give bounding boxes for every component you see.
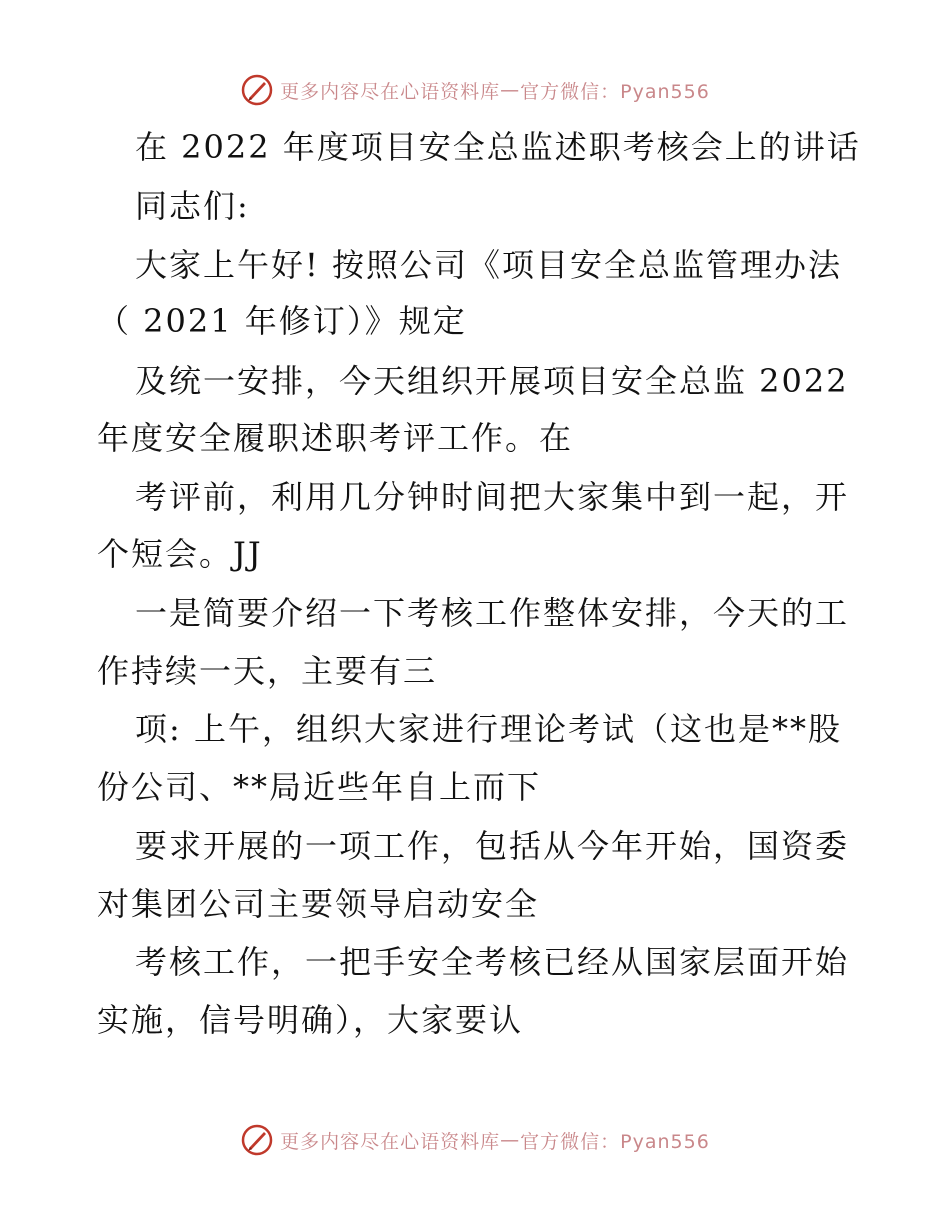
watermark-dash: — bbox=[500, 1129, 521, 1151]
paragraph-line: 一是简要介绍一下考核工作整体安排，今天的工 bbox=[135, 594, 850, 632]
paragraph-line: 要求开展的一项工作，包括从今年开始，国资委 bbox=[135, 827, 850, 865]
paragraph-line: 个短会。JJ bbox=[97, 535, 263, 573]
quill-logo-icon bbox=[240, 1123, 274, 1157]
paragraph-line: （ 2021 年修订）》规定 bbox=[97, 302, 467, 340]
document-title: 在 2022 年度项目安全总监述职考核会上的讲话 bbox=[135, 128, 861, 166]
header-watermark bbox=[0, 70, 950, 110]
salutation: 同志们: bbox=[135, 187, 250, 225]
watermark-text: 更多内容尽在心语资料库 bbox=[280, 1130, 501, 1153]
watermark-dash: — bbox=[500, 79, 521, 101]
paragraph-line: 年度安全履职述职考评工作。在 bbox=[97, 419, 574, 457]
footer-watermark bbox=[0, 1120, 950, 1160]
watermark-suffix: 官方微信：Pyan556 bbox=[520, 80, 710, 103]
paragraph-line: 考评前，利用几分钟时间把大家集中到一起，开 bbox=[135, 478, 850, 516]
watermark-text: 更多内容尽在心语资料库 bbox=[280, 80, 501, 103]
paragraph-line: 对集团公司主要领导启动安全 bbox=[97, 885, 540, 923]
quill-logo-icon bbox=[240, 73, 274, 107]
paragraph-line: 作持续一天，主要有三 bbox=[97, 652, 438, 690]
paragraph-line: 考核工作，一把手安全考核已经从国家层面开始 bbox=[135, 943, 850, 981]
paragraph-line: 及统一安排，今天组织开展项目安全总监 2022 bbox=[135, 362, 849, 400]
paragraph-line: 项: 上午，组织大家进行理论考试（这也是**股 bbox=[135, 710, 842, 748]
paragraph-line: 份公司、**局近些年自上而下 bbox=[97, 768, 542, 806]
watermark-suffix: 官方微信：Pyan556 bbox=[520, 1130, 710, 1153]
paragraph-line: 实施，信号明确），大家要认 bbox=[97, 1001, 524, 1039]
paragraph-line: 大家上午好! 按照公司《项目安全总监管理办法 bbox=[135, 246, 843, 284]
